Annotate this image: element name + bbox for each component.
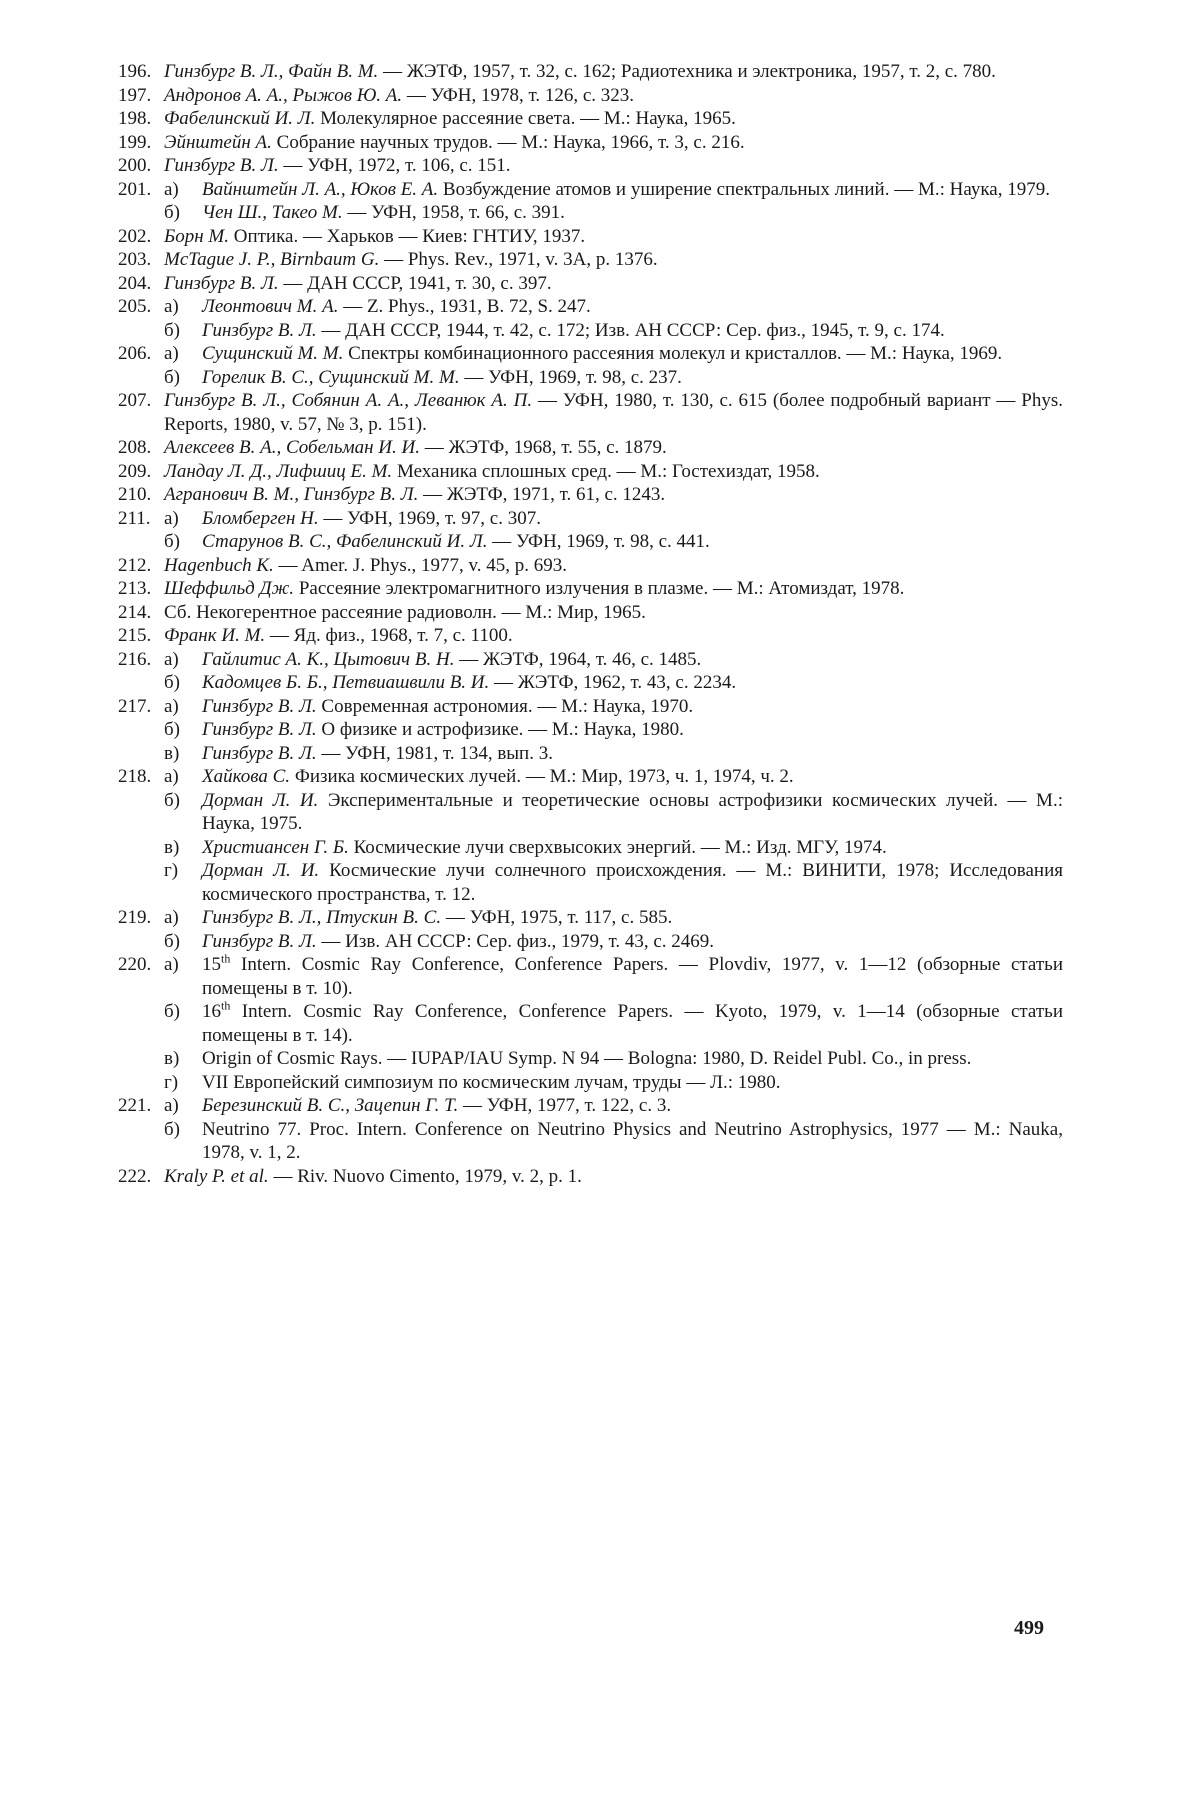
- author-names: Kraly P. et al.: [164, 1165, 269, 1187]
- citation-text: [202, 342, 1063, 366]
- reference-body: [164, 1094, 1063, 1165]
- citation-text: [202, 295, 1063, 319]
- author-names: Гинзбург В. Л., Файн В. М.: [164, 61, 379, 82]
- reference-entry: [164, 60, 1063, 84]
- citation-text: [202, 859, 1063, 906]
- sub-item-letter: а): [164, 507, 179, 529]
- citation-text: [202, 742, 1063, 766]
- source-text: — Phys. Rev., 1971, v. 3A, p. 1376.: [379, 249, 658, 270]
- reference-item: [118, 342, 1063, 389]
- source-text: — ЖЭТФ, 1962, т. 43, с. 2234.: [489, 672, 737, 693]
- reference-entry: [164, 742, 1063, 766]
- reference-entry: [164, 389, 1063, 436]
- source-text: — УФН, 1980, т. 130, с. 615 (более подробный вариант — Phys. Reports, 1980, v. 57, № 3, p. 151).: [164, 390, 1063, 435]
- source-text: Возбуждение атомов и уширение спектральных линий. — М.: Наука, 1979.: [438, 178, 1050, 200]
- citation-text: [202, 1071, 1063, 1095]
- reference-number: 204.: [118, 272, 152, 294]
- citation-text: [164, 554, 1063, 578]
- source-text: Neutrino 77. Proc. Intern. Conference on Neutrino Physics and Neutrino Astrophysics, 1977 — М.: Nauka, 1978, v. 1, 2.: [202, 1118, 1063, 1163]
- citation-text: [164, 483, 1063, 507]
- author-names: Гинзбург В. Л.: [202, 742, 317, 764]
- author-names: Агранович В. М., Гинзбург В. Л.: [164, 484, 419, 505]
- author-names: Кадомцев Б. Б., Петвиашвили В. И.: [202, 672, 490, 693]
- reference-item: [118, 154, 1063, 178]
- reference-body: [164, 84, 1063, 108]
- sub-item-letter: б): [164, 672, 180, 693]
- reference-item: [118, 84, 1063, 108]
- reference-body: [164, 131, 1063, 155]
- sub-item-letter: в): [164, 836, 180, 858]
- reference-body: [164, 695, 1063, 766]
- reference-number: 206.: [118, 343, 152, 364]
- citation-text: [202, 319, 1063, 343]
- source-text: — Amer. J. Phys., 1977, v. 45, p. 693.: [273, 554, 568, 576]
- citation-text: [202, 695, 1063, 719]
- reference-entry: [164, 248, 1063, 272]
- reference-item: [118, 695, 1063, 766]
- source-text: — Изв. АН СССР: Сер. физ., 1979, т. 43, с. 2469.: [316, 930, 715, 952]
- reference-number: 218.: [118, 766, 152, 787]
- author-names: Гинзбург В. Л., Птускин В. С.: [202, 907, 442, 928]
- reference-item: [118, 507, 1063, 554]
- author-names: McTague J. P., Birnbaum G.: [164, 249, 380, 270]
- citation-text: [164, 601, 1063, 625]
- source-text: Молекулярное рассеяние света. — М.: Наука, 1965.: [315, 108, 736, 129]
- sub-item-letter: а): [164, 343, 179, 364]
- sub-item-letter: а): [164, 178, 179, 200]
- reference-body: [164, 107, 1063, 131]
- source-text: Собрание научных трудов. — М.: Наука, 1966, т. 3, с. 216.: [271, 131, 745, 153]
- citation-text: [164, 1165, 1063, 1189]
- citation-text: [164, 272, 1063, 296]
- author-names: Горелик В. С., Сущинский М. М.: [202, 366, 460, 388]
- reference-entry: [164, 1094, 1063, 1118]
- ordinal-number: 16: [202, 1001, 221, 1022]
- reference-number: 208.: [118, 437, 152, 458]
- citation-text: [202, 953, 1063, 1000]
- reference-body: [164, 953, 1063, 1094]
- source-text: Intern. Cosmic Ray Conference, Conference Papers. — Kyoto, 1979, v. 1—14 (обзорные статьи помещены в т. 14).: [202, 1001, 1063, 1046]
- reference-entry: [164, 648, 1063, 672]
- author-names: Хайкова С.: [202, 766, 291, 787]
- reference-body: [164, 248, 1063, 272]
- reference-number: 202.: [118, 225, 152, 247]
- sub-item-letter: б): [164, 1001, 180, 1022]
- source-text: Космические лучи солнечного происхождения. — М.: ВИНИТИ, 1978; Исследования космического пространства, т. 12.: [202, 860, 1063, 905]
- author-names: Андронов А. А., Рыжов Ю. А.: [164, 84, 403, 106]
- reference-body: [164, 624, 1063, 648]
- citation-text: [164, 154, 1063, 178]
- reference-body: [164, 483, 1063, 507]
- source-text: — УФН, 1969, т. 98, с. 441.: [487, 531, 710, 552]
- source-text: — УФН, 1972, т. 106, с. 151.: [278, 155, 511, 176]
- author-names: Березинский В. С., Зацепин Г. Т.: [202, 1095, 459, 1116]
- source-text: Рассеяние электромагнитного излучения в плазме. — М.: Атомиздат, 1978.: [294, 578, 905, 599]
- reference-entry: [164, 930, 1063, 954]
- author-names: Гинзбург В. Л.: [202, 695, 317, 717]
- reference-number: 210.: [118, 484, 152, 505]
- author-names: Гинзбург В. Л.: [202, 719, 317, 740]
- sub-item-letter: а): [164, 907, 179, 928]
- reference-entry: [164, 836, 1063, 860]
- reference-item: [118, 765, 1063, 906]
- author-names: Дорман Л. И.: [202, 789, 319, 811]
- reference-body: [164, 648, 1063, 695]
- reference-body: [164, 460, 1063, 484]
- citation-text: [164, 577, 1063, 601]
- reference-item: [118, 577, 1063, 601]
- author-names: Шеффильд Дж.: [164, 578, 295, 599]
- citation-text: [202, 671, 1063, 695]
- reference-number: 209.: [118, 460, 152, 482]
- source-text: Оптика. — Харьков — Киев: ГНТИУ, 1937.: [228, 225, 586, 247]
- reference-number: 203.: [118, 249, 152, 270]
- ordinal-number: 15: [202, 954, 221, 975]
- reference-entry: [164, 624, 1063, 648]
- reference-item: [118, 554, 1063, 578]
- reference-item: [118, 601, 1063, 625]
- reference-number: 214.: [118, 601, 152, 623]
- reference-number: 219.: [118, 907, 152, 928]
- citation-text: [202, 930, 1063, 954]
- sub-item-letter: а): [164, 1095, 179, 1116]
- reference-entry: [164, 530, 1063, 554]
- reference-entry: [164, 178, 1063, 202]
- reference-entry: [164, 366, 1063, 390]
- reference-entry: [164, 601, 1063, 625]
- citation-text: [202, 789, 1063, 836]
- reference-entry: [164, 1071, 1063, 1095]
- author-names: Гинзбург В. Л.: [202, 319, 317, 341]
- reference-number: 211.: [118, 507, 151, 529]
- reference-item: [118, 460, 1063, 484]
- reference-number: 207.: [118, 390, 152, 411]
- citation-text: [202, 201, 1063, 225]
- reference-number: 213.: [118, 578, 152, 599]
- source-text: Механика сплошных сред. — М.: Гостехиздат, 1958.: [392, 460, 820, 482]
- reference-body: [164, 272, 1063, 296]
- author-names: Франк И. М.: [164, 625, 266, 646]
- reference-item: [118, 648, 1063, 695]
- sub-item-letter: б): [164, 319, 180, 341]
- reference-number: 212.: [118, 554, 152, 576]
- reference-item: [118, 906, 1063, 953]
- citation-text: [164, 225, 1063, 249]
- source-text: Спектры комбинационного рассеяния молекул и кристаллов. — М.: Наука, 1969.: [343, 343, 1003, 364]
- sub-item-letter: в): [164, 742, 180, 764]
- citation-text: [164, 460, 1063, 484]
- reference-entry: [164, 906, 1063, 930]
- author-names: Гайлитис А. К., Цытович В. Н.: [202, 648, 455, 670]
- reference-item: [118, 953, 1063, 1094]
- reference-number: 200.: [118, 155, 152, 176]
- source-text: — УФН, 1981, т. 134, вып. 3.: [316, 742, 553, 764]
- reference-entry: [164, 225, 1063, 249]
- reference-body: [164, 1165, 1063, 1189]
- source-text: — УФН, 1969, т. 97, с. 307.: [318, 507, 541, 529]
- sub-item-letter: б): [164, 366, 180, 388]
- reference-entry: [164, 460, 1063, 484]
- reference-item: [118, 295, 1063, 342]
- sub-item-letter: а): [164, 695, 179, 717]
- citation-text: [202, 648, 1063, 672]
- citation-text: [164, 60, 1063, 84]
- page-number: 499: [1014, 1617, 1044, 1639]
- citation-text: [164, 389, 1063, 436]
- sub-item-letter: а): [164, 648, 179, 670]
- reference-item: [118, 131, 1063, 155]
- citation-text: [202, 836, 1063, 860]
- source-text: — Яд. физ., 1968, т. 7, с. 1100.: [265, 625, 513, 646]
- reference-body: [164, 60, 1063, 84]
- author-names: Алексеев В. А., Собельман И. И.: [164, 437, 420, 458]
- source-text: О физике и астрофизике. — М.: Наука, 1980.: [316, 719, 684, 740]
- sub-item-letter: б): [164, 719, 180, 740]
- reference-list: [118, 60, 1063, 1188]
- reference-body: [164, 765, 1063, 906]
- reference-entry: [164, 342, 1063, 366]
- citation-text: [164, 624, 1063, 648]
- reference-body: [164, 577, 1063, 601]
- source-text: Современная астрономия. — М.: Наука, 1970.: [316, 695, 694, 717]
- author-names: Чен Ш., Такео М.: [202, 202, 343, 223]
- citation-text: [164, 131, 1063, 155]
- reference-item: [118, 248, 1063, 272]
- reference-item: [118, 178, 1063, 225]
- sub-item-letter: б): [164, 930, 180, 952]
- reference-body: [164, 601, 1063, 625]
- source-text: Origin of Cosmic Rays. — IUPAP/IAU Symp. N 94 — Bologna: 1980, D. Reidel Publ. Co., in press.: [202, 1048, 972, 1069]
- citation-text: [202, 178, 1063, 202]
- author-names: Hagenbuch K.: [164, 554, 274, 576]
- source-text: — УФН, 1975, т. 117, с. 585.: [441, 907, 673, 928]
- reference-entry: [164, 1047, 1063, 1071]
- author-names: Бломберген Н.: [202, 507, 319, 529]
- reference-number: 221.: [118, 1095, 152, 1116]
- reference-body: [164, 178, 1063, 225]
- sub-item-letter: а): [164, 296, 179, 317]
- source-text: VII Европейский симпозиум по космическим лучам, труды — Л.: 1980.: [202, 1071, 781, 1093]
- sub-item-letter: б): [164, 531, 180, 552]
- reference-item: [118, 107, 1063, 131]
- reference-number: 196.: [118, 61, 152, 82]
- reference-entry: [164, 718, 1063, 742]
- author-names: Старунов В. С., Фабелинский И. Л.: [202, 531, 488, 552]
- citation-text: [202, 507, 1063, 531]
- reference-number: 215.: [118, 625, 152, 646]
- citation-text: [164, 248, 1063, 272]
- reference-entry: [164, 507, 1063, 531]
- reference-number: 217.: [118, 695, 152, 717]
- author-names: Фабелинский И. Л.: [164, 108, 316, 129]
- reference-entry: [164, 131, 1063, 155]
- citation-text: [202, 765, 1063, 789]
- reference-entry: [164, 765, 1063, 789]
- reference-number: 222.: [118, 1165, 152, 1187]
- reference-entry: [164, 1165, 1063, 1189]
- source-text: — ДАН СССР, 1944, т. 42, с. 172; Изв. АН СССР: Сер. физ., 1945, т. 9, с. 174.: [316, 319, 945, 341]
- reference-item: [118, 225, 1063, 249]
- citation-text: [164, 436, 1063, 460]
- sub-item-letter: б): [164, 1118, 180, 1140]
- author-names: Вайнштейн Л. А., Юков Е. А.: [202, 178, 439, 200]
- source-text: — ЖЭТФ, 1964, т. 46, с. 1485.: [454, 648, 702, 670]
- source-text: Intern. Cosmic Ray Conference, Conference Papers. — Plovdiv, 1977, v. 1—12 (обзорные статьи помещены в т. 10).: [202, 954, 1063, 999]
- source-text: — ЖЭТФ, 1968, т. 55, с. 1879.: [419, 437, 667, 458]
- reference-entry: [164, 671, 1063, 695]
- sub-item-letter: а): [164, 766, 179, 787]
- reference-item: [118, 1094, 1063, 1165]
- reference-number: 201.: [118, 178, 152, 200]
- ordinal-suffix: th: [221, 998, 231, 1013]
- citation-text: [202, 1000, 1063, 1047]
- sub-item-letter: в): [164, 1048, 180, 1069]
- source-text: Сб. Некогерентное рассеяние радиоволн. — М.: Мир, 1965.: [164, 601, 646, 623]
- source-text: — ЖЭТФ, 1971, т. 61, с. 1243.: [418, 484, 666, 505]
- reference-entry: [164, 577, 1063, 601]
- reference-entry: [164, 272, 1063, 296]
- author-names: Леонтович М. А.: [202, 296, 339, 317]
- author-names: Гинзбург В. Л.: [164, 272, 279, 294]
- citation-text: [202, 530, 1063, 554]
- reference-entry: [164, 201, 1063, 225]
- reference-entry: [164, 436, 1063, 460]
- source-text: — ДАН СССР, 1941, т. 30, с. 397.: [278, 272, 552, 294]
- reference-body: [164, 225, 1063, 249]
- citation-text: [202, 906, 1063, 930]
- reference-entry: [164, 1118, 1063, 1165]
- reference-entry: [164, 154, 1063, 178]
- reference-number: 220.: [118, 954, 152, 975]
- citation-text: [202, 366, 1063, 390]
- reference-number: 216.: [118, 648, 152, 670]
- citation-text: [202, 1118, 1063, 1165]
- reference-item: [118, 436, 1063, 460]
- author-names: Сущинский М. М.: [202, 343, 344, 364]
- sub-item-letter: а): [164, 954, 179, 975]
- sub-item-letter: г): [164, 860, 179, 881]
- citation-text: [202, 1094, 1063, 1118]
- reference-item: [118, 389, 1063, 436]
- reference-item: [118, 1165, 1063, 1189]
- source-text: — УФН, 1978, т. 126, с. 323.: [402, 84, 635, 106]
- source-text: — УФН, 1969, т. 98, с. 237.: [459, 366, 682, 388]
- reference-entry: [164, 319, 1063, 343]
- sub-item-letter: б): [164, 202, 180, 223]
- source-text: — УФН, 1958, т. 66, с. 391.: [342, 202, 565, 223]
- reference-item: [118, 483, 1063, 507]
- reference-body: [164, 507, 1063, 554]
- reference-number: 198.: [118, 108, 152, 129]
- source-text: — УФН, 1977, т. 122, с. 3.: [458, 1095, 672, 1116]
- source-text: Космические лучи сверхвысоких энергий. — М.: Изд. МГУ, 1974.: [348, 836, 887, 858]
- author-names: Гинзбург В. Л.: [202, 930, 317, 952]
- reference-entry: [164, 1000, 1063, 1047]
- reference-item: [118, 272, 1063, 296]
- reference-body: [164, 295, 1063, 342]
- author-names: Борн М.: [164, 225, 229, 247]
- citation-text: [202, 1047, 1063, 1071]
- ordinal-suffix: th: [221, 951, 231, 966]
- reference-entry: [164, 554, 1063, 578]
- reference-entry: [164, 695, 1063, 719]
- source-text: — Z. Phys., 1931, B. 72, S. 247.: [338, 296, 591, 317]
- sub-item-letter: б): [164, 789, 180, 811]
- reference-entry: [164, 789, 1063, 836]
- author-names: Христиансен Г. Б.: [202, 836, 349, 858]
- reference-body: [164, 389, 1063, 436]
- author-names: Дорман Л. И.: [202, 860, 320, 881]
- reference-body: [164, 436, 1063, 460]
- reference-entry: [164, 295, 1063, 319]
- source-text: Физика космических лучей. — М.: Мир, 1973, ч. 1, 1974, ч. 2.: [290, 766, 794, 787]
- reference-entry: [164, 84, 1063, 108]
- reference-entry: [164, 483, 1063, 507]
- reference-number: 199.: [118, 131, 152, 153]
- citation-text: [202, 718, 1063, 742]
- reference-number: 205.: [118, 296, 152, 317]
- citation-text: [164, 84, 1063, 108]
- source-text: Экспериментальные и теоретические основы астрофизики космических лучей. — М.: Наука, 1975.: [202, 789, 1063, 834]
- reference-body: [164, 554, 1063, 578]
- sub-item-letter: г): [164, 1071, 179, 1093]
- reference-item: [118, 624, 1063, 648]
- author-names: Эйнштейн А.: [164, 131, 272, 153]
- source-text: — Riv. Nuovo Cimento, 1979, v. 2, p. 1.: [268, 1165, 582, 1187]
- author-names: Гинзбург В. Л., Собянин А. А., Леванюк А. П.: [164, 390, 533, 411]
- reference-entry: [164, 107, 1063, 131]
- author-names: Гинзбург В. Л.: [164, 155, 279, 176]
- source-text: — ЖЭТФ, 1957, т. 32, с. 162; Радиотехника и электроника, 1957, т. 2, с. 780.: [378, 61, 996, 82]
- citation-text: [164, 107, 1063, 131]
- reference-entry: [164, 859, 1063, 906]
- reference-item: [118, 60, 1063, 84]
- author-names: Ландау Л. Д., Лифшиц Е. М.: [164, 460, 393, 482]
- reference-body: [164, 154, 1063, 178]
- reference-number: 197.: [118, 84, 152, 106]
- reference-body: [164, 342, 1063, 389]
- reference-body: [164, 906, 1063, 953]
- reference-entry: [164, 953, 1063, 1000]
